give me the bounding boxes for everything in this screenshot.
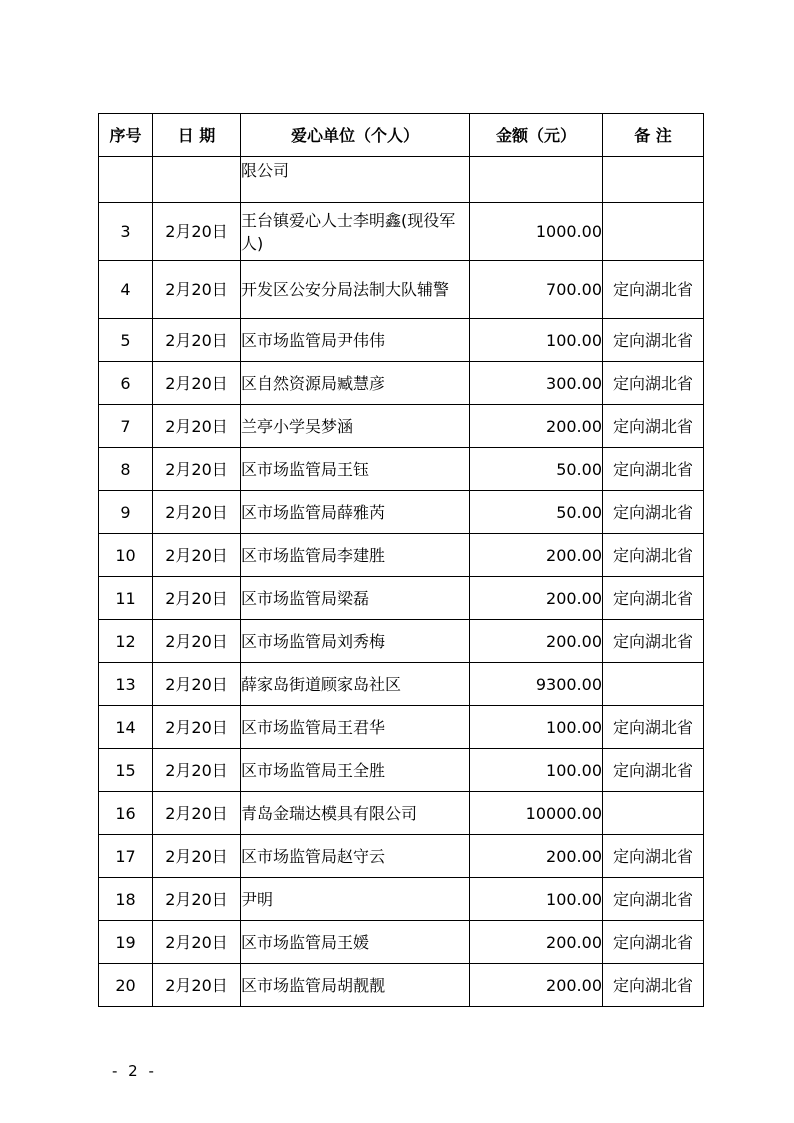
cell-amount (470, 157, 603, 203)
table-row (99, 534, 704, 577)
cell-amount: 200.00 (470, 835, 603, 878)
cell-index: 19 (99, 921, 153, 964)
cell-index: 14 (99, 706, 153, 749)
cell-index: 8 (99, 448, 153, 491)
cell-amount: 100.00 (470, 706, 603, 749)
cell-amount: 50.00 (470, 491, 603, 534)
cell-index: 10 (99, 534, 153, 577)
cell-amount: 200.00 (470, 964, 603, 1007)
cell-note: 定向湖北省 (603, 405, 704, 448)
cell-donor: 区市场监管局梁磊 (241, 577, 470, 620)
cell-donor: 区市场监管局王全胜 (241, 749, 470, 792)
cell-amount: 200.00 (470, 620, 603, 663)
cell-donor: 区市场监管局王媛 (241, 921, 470, 964)
cell-note (603, 203, 704, 261)
table-row-continued (99, 157, 704, 203)
table-row (99, 319, 704, 362)
cell-donor: 区市场监管局王钰 (241, 448, 470, 491)
cell-note (603, 663, 704, 706)
cell-donor: 王台镇爱心人士李明鑫(现役军人) (241, 203, 470, 261)
cell-date: 2月20日 (153, 878, 241, 921)
table-row (99, 706, 704, 749)
cell-amount: 700.00 (470, 261, 603, 319)
cell-donor: 开发区公安分局法制大队辅警 (241, 261, 470, 319)
cell-note: 定向湖北省 (603, 534, 704, 577)
cell-date: 2月20日 (153, 921, 241, 964)
cell-index: 9 (99, 491, 153, 534)
cell-note: 定向湖北省 (603, 577, 704, 620)
cell-note: 定向湖北省 (603, 261, 704, 319)
cell-donor: 限公司 (241, 157, 470, 203)
cell-index: 13 (99, 663, 153, 706)
cell-donor: 区市场监管局王君华 (241, 706, 470, 749)
cell-index: 12 (99, 620, 153, 663)
cell-date: 2月20日 (153, 405, 241, 448)
cell-date: 2月20日 (153, 534, 241, 577)
cell-amount: 10000.00 (470, 792, 603, 835)
cell-amount: 9300.00 (470, 663, 603, 706)
table-row (99, 964, 704, 1007)
cell-index: 5 (99, 319, 153, 362)
table-row (99, 261, 704, 319)
cell-date: 2月20日 (153, 706, 241, 749)
cell-amount: 200.00 (470, 405, 603, 448)
cell-note: 定向湖北省 (603, 620, 704, 663)
donation-table (98, 113, 704, 1007)
cell-note: 定向湖北省 (603, 921, 704, 964)
cell-note (603, 792, 704, 835)
cell-note (603, 157, 704, 203)
cell-donor: 青岛金瑞达模具有限公司 (241, 792, 470, 835)
cell-amount: 200.00 (470, 577, 603, 620)
cell-index: 7 (99, 405, 153, 448)
cell-index: 6 (99, 362, 153, 405)
cell-index: 17 (99, 835, 153, 878)
cell-date: 2月20日 (153, 749, 241, 792)
cell-donor: 区市场监管局赵守云 (241, 835, 470, 878)
cell-donor: 兰亭小学吴梦涵 (241, 405, 470, 448)
cell-amount: 1000.00 (470, 203, 603, 261)
cell-index: 4 (99, 261, 153, 319)
table-row (99, 448, 704, 491)
header-donor: 爱心单位（个人） (241, 114, 470, 157)
cell-date: 2月20日 (153, 835, 241, 878)
cell-amount: 100.00 (470, 749, 603, 792)
table-header (99, 114, 704, 157)
cell-note: 定向湖北省 (603, 706, 704, 749)
cell-amount: 100.00 (470, 319, 603, 362)
header-index: 序号 (99, 114, 153, 157)
table-row (99, 491, 704, 534)
cell-donor: 区市场监管局尹伟伟 (241, 319, 470, 362)
cell-note: 定向湖北省 (603, 835, 704, 878)
cell-note: 定向湖北省 (603, 878, 704, 921)
cell-date: 2月20日 (153, 663, 241, 706)
cell-donor: 区自然资源局臧慧彦 (241, 362, 470, 405)
cell-amount: 100.00 (470, 878, 603, 921)
cell-donor: 区市场监管局刘秀梅 (241, 620, 470, 663)
cell-date: 2月20日 (153, 964, 241, 1007)
cell-index (99, 157, 153, 203)
table-row (99, 835, 704, 878)
cell-note: 定向湖北省 (603, 491, 704, 534)
header-note: 备 注 (603, 114, 704, 157)
cell-donor: 区市场监管局薛雅芮 (241, 491, 470, 534)
cell-date: 2月20日 (153, 362, 241, 405)
table-row (99, 577, 704, 620)
cell-amount: 200.00 (470, 534, 603, 577)
header-date: 日 期 (153, 114, 241, 157)
cell-date (153, 157, 241, 203)
cell-date: 2月20日 (153, 792, 241, 835)
cell-date: 2月20日 (153, 448, 241, 491)
cell-amount: 300.00 (470, 362, 603, 405)
cell-index: 16 (99, 792, 153, 835)
cell-index: 11 (99, 577, 153, 620)
cell-note: 定向湖北省 (603, 362, 704, 405)
cell-date: 2月20日 (153, 620, 241, 663)
cell-date: 2月20日 (153, 577, 241, 620)
cell-index: 15 (99, 749, 153, 792)
table-row (99, 620, 704, 663)
cell-index: 20 (99, 964, 153, 1007)
table-row (99, 749, 704, 792)
table-row (99, 921, 704, 964)
table-row (99, 405, 704, 448)
cell-date: 2月20日 (153, 491, 241, 534)
cell-donor: 区市场监管局李建胜 (241, 534, 470, 577)
cell-note: 定向湖北省 (603, 319, 704, 362)
table-row (99, 792, 704, 835)
table-row (99, 203, 704, 261)
cell-note: 定向湖北省 (603, 964, 704, 1007)
header-amount: 金额（元） (470, 114, 603, 157)
cell-date: 2月20日 (153, 203, 241, 261)
page-number: - 2 - (112, 1062, 157, 1080)
cell-date: 2月20日 (153, 261, 241, 319)
cell-index: 18 (99, 878, 153, 921)
cell-amount: 50.00 (470, 448, 603, 491)
table-row (99, 362, 704, 405)
table-row (99, 878, 704, 921)
cell-date: 2月20日 (153, 319, 241, 362)
cell-index: 3 (99, 203, 153, 261)
cell-donor: 区市场监管局胡靓靓 (241, 964, 470, 1007)
cell-note: 定向湖北省 (603, 749, 704, 792)
cell-donor: 薛家岛街道顾家岛社区 (241, 663, 470, 706)
cell-amount: 200.00 (470, 921, 603, 964)
cell-donor: 尹明 (241, 878, 470, 921)
cell-note: 定向湖北省 (603, 448, 704, 491)
table-body (99, 157, 704, 1007)
table-row (99, 663, 704, 706)
